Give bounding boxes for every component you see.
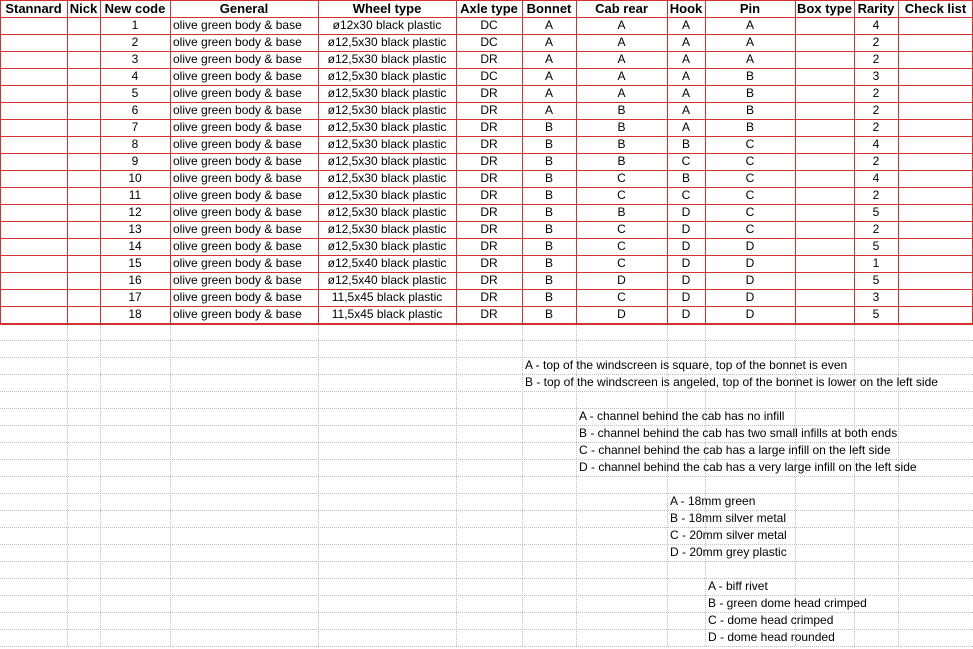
cell-pin[interactable]: A	[745, 18, 754, 32]
cell-rarity[interactable]: 5	[872, 273, 880, 287]
cell-axle[interactable]: DR	[480, 290, 498, 304]
cell-pin[interactable]: C	[745, 171, 755, 185]
cell-axle[interactable]: DR	[480, 52, 498, 66]
cell-rarity[interactable]: 2	[872, 120, 880, 134]
cell-cab[interactable]: B	[617, 137, 626, 151]
grid-hline	[0, 646, 973, 647]
cell-cab[interactable]: C	[617, 239, 626, 253]
cell-pin[interactable]: C	[745, 188, 755, 202]
cell-wheel[interactable]: ø12,5x40 black plastic	[327, 273, 447, 287]
cell-pin[interactable]: C	[745, 222, 755, 236]
cell-bonnet[interactable]: A	[544, 69, 553, 83]
cell-pin[interactable]: B	[745, 69, 754, 83]
hook-legend-item: A - 18mm green	[670, 494, 756, 508]
cell-hook[interactable]: C	[681, 154, 691, 168]
cell-cab[interactable]: A	[617, 35, 626, 49]
cell-wheel[interactable]: ø12,5x30 black plastic	[327, 103, 447, 117]
cell-general[interactable]: olive green body & base	[173, 35, 302, 49]
cell-wheel[interactable]: ø12,5x30 black plastic	[327, 188, 447, 202]
hook-legend-item: C - 20mm silver metal	[670, 528, 787, 542]
pin-legend-item: A - biff rivet	[708, 579, 768, 593]
cell-pin[interactable]: B	[745, 86, 754, 100]
cell-hook[interactable]: A	[681, 103, 690, 117]
cell-code[interactable]: 9	[131, 154, 139, 168]
cell-bonnet[interactable]: A	[544, 18, 553, 32]
bonnet-legend-item: B - top of the windscreen is angeled, top of the bonnet is lower on the left side	[525, 375, 938, 389]
cell-wheel[interactable]: ø12,5x30 black plastic	[327, 154, 447, 168]
cell-hook[interactable]: A	[681, 35, 690, 49]
column-header[interactable]: Axle type	[460, 1, 518, 16]
grid-hline	[0, 476, 973, 477]
cell-bonnet[interactable]: B	[544, 239, 553, 253]
cell-code[interactable]: 18	[128, 307, 142, 321]
cell-bonnet[interactable]: B	[544, 307, 553, 321]
pin-legend-item: D - dome head rounded	[708, 630, 835, 644]
cell-wheel[interactable]: ø12,5x30 black plastic	[327, 171, 447, 185]
column-header[interactable]: General	[219, 1, 269, 16]
cell-bonnet[interactable]: B	[544, 256, 553, 270]
cell-pin[interactable]: C	[745, 137, 755, 151]
cell-code[interactable]: 3	[131, 52, 139, 66]
cell-wheel[interactable]: ø12,5x40 black plastic	[327, 256, 447, 270]
cell-hook[interactable]: A	[681, 120, 690, 134]
cell-general[interactable]: olive green body & base	[173, 69, 302, 83]
cell-axle[interactable]: DR	[480, 188, 498, 202]
cell-code[interactable]: 7	[131, 120, 139, 134]
cell-hook[interactable]: D	[681, 205, 691, 219]
cell-cab[interactable]: A	[617, 69, 626, 83]
column-header[interactable]: Pin	[739, 1, 761, 16]
cell-pin[interactable]: D	[745, 273, 755, 287]
column-header[interactable]: Box type	[797, 1, 852, 16]
cab-rear-legend-item: C - channel behind the cab has a large infill on the left side	[579, 443, 891, 457]
cell-rarity[interactable]: 4	[872, 137, 880, 151]
table-border-v	[0, 0, 1, 324]
cell-bonnet[interactable]: B	[544, 171, 553, 185]
cell-code[interactable]: 14	[128, 239, 142, 253]
cell-hook[interactable]: A	[681, 18, 690, 32]
cell-general[interactable]: olive green body & base	[173, 120, 302, 134]
cell-axle[interactable]: DR	[480, 137, 498, 151]
cell-hook[interactable]: D	[681, 239, 691, 253]
cell-axle[interactable]: DR	[480, 154, 498, 168]
cell-wheel[interactable]: 11,5x45 black plastic	[331, 290, 443, 304]
cell-pin[interactable]: C	[745, 154, 755, 168]
cell-hook[interactable]: A	[681, 86, 690, 100]
table-border-h	[0, 323, 973, 325]
cell-axle[interactable]: DR	[480, 171, 498, 185]
cell-code[interactable]: 13	[128, 222, 142, 236]
cell-bonnet[interactable]: B	[544, 290, 553, 304]
cell-code[interactable]: 6	[131, 103, 139, 117]
cell-hook[interactable]: D	[681, 256, 691, 270]
cell-cab[interactable]: C	[617, 222, 626, 236]
cell-rarity[interactable]: 2	[872, 35, 880, 49]
cell-rarity[interactable]: 4	[872, 18, 880, 32]
cell-wheel[interactable]: ø12,5x30 black plastic	[327, 239, 447, 253]
cell-cab[interactable]: A	[617, 18, 626, 32]
cell-pin[interactable]: A	[745, 52, 754, 66]
cell-rarity[interactable]: 5	[872, 307, 880, 321]
cell-general[interactable]: olive green body & base	[173, 256, 302, 270]
cell-wheel[interactable]: 11,5x45 black plastic	[331, 307, 443, 321]
cell-hook[interactable]: B	[681, 137, 690, 151]
cell-bonnet[interactable]: A	[544, 52, 553, 66]
cell-cab[interactable]: D	[617, 307, 626, 321]
cell-wheel[interactable]: ø12x30 black plastic	[332, 18, 442, 32]
grid-hline	[0, 493, 973, 494]
cell-hook[interactable]: D	[681, 273, 691, 287]
column-header[interactable]: Stannard	[5, 1, 62, 16]
cell-wheel[interactable]: ø12,5x30 black plastic	[327, 222, 447, 236]
column-header[interactable]: Hook	[669, 1, 703, 16]
cell-axle[interactable]: DR	[480, 256, 498, 270]
cell-general[interactable]: olive green body & base	[173, 52, 302, 66]
cell-code[interactable]: 16	[128, 273, 142, 287]
cell-rarity[interactable]: 5	[872, 239, 880, 253]
cell-cab[interactable]: C	[617, 171, 626, 185]
cell-bonnet[interactable]: B	[544, 273, 553, 287]
cell-code[interactable]: 12	[128, 205, 142, 219]
cell-rarity[interactable]: 2	[872, 103, 880, 117]
cell-code[interactable]: 10	[128, 171, 142, 185]
cell-general[interactable]: olive green body & base	[173, 171, 302, 185]
cell-general[interactable]: olive green body & base	[173, 205, 302, 219]
cell-hook[interactable]: D	[681, 290, 691, 304]
cell-general[interactable]: olive green body & base	[173, 290, 302, 304]
cell-general[interactable]: olive green body & base	[173, 86, 302, 100]
cell-rarity[interactable]: 3	[872, 290, 880, 304]
cell-axle[interactable]: DR	[480, 86, 498, 100]
cell-rarity[interactable]: 2	[872, 52, 880, 66]
grid-hline	[0, 544, 973, 545]
cell-cab[interactable]: C	[617, 256, 626, 270]
cell-axle[interactable]: DR	[480, 103, 498, 117]
cell-wheel[interactable]: ø12,5x30 black plastic	[327, 137, 447, 151]
pin-legend-item: C - dome head crimped	[708, 613, 834, 627]
pin-legend-item: B - green dome head crimped	[708, 596, 867, 610]
cell-hook[interactable]: D	[681, 307, 691, 321]
cell-axle[interactable]: DC	[480, 35, 498, 49]
cell-bonnet[interactable]: B	[544, 154, 553, 168]
cell-axle[interactable]: DR	[480, 205, 498, 219]
cell-bonnet[interactable]: B	[544, 205, 553, 219]
cell-rarity[interactable]: 5	[872, 205, 880, 219]
cell-axle[interactable]: DR	[480, 239, 498, 253]
cell-axle[interactable]: DC	[480, 18, 498, 32]
cell-general[interactable]: olive green body & base	[173, 154, 302, 168]
cell-pin[interactable]: B	[745, 120, 754, 134]
cell-rarity[interactable]: 2	[872, 86, 880, 100]
cell-bonnet[interactable]: A	[544, 35, 553, 49]
cell-axle[interactable]: DC	[480, 69, 498, 83]
cell-pin[interactable]: D	[745, 239, 755, 253]
cell-pin[interactable]: C	[745, 205, 755, 219]
cell-code[interactable]: 1	[131, 18, 139, 32]
cell-rarity[interactable]: 2	[872, 188, 880, 202]
column-header[interactable]: Bonnet	[526, 1, 572, 16]
cell-pin[interactable]: A	[745, 35, 754, 49]
cell-cab[interactable]: B	[617, 154, 626, 168]
cell-code[interactable]: 11	[128, 188, 142, 202]
cell-code[interactable]: 17	[128, 290, 142, 304]
cell-cab[interactable]: A	[617, 86, 626, 100]
cell-cab[interactable]: A	[617, 52, 626, 66]
cell-general[interactable]: olive green body & base	[173, 222, 302, 236]
cell-hook[interactable]: A	[681, 52, 690, 66]
grid-hline	[0, 510, 973, 511]
cell-cab[interactable]: B	[617, 120, 626, 134]
grid-hline	[0, 391, 973, 392]
cell-code[interactable]: 15	[128, 256, 142, 270]
column-header[interactable]: Wheel type	[352, 1, 422, 16]
cab-rear-legend-item: D - channel behind the cab has a very large infill on the left side	[579, 460, 917, 474]
cell-wheel[interactable]: ø12,5x30 black plastic	[327, 52, 447, 66]
cell-rarity[interactable]: 3	[872, 69, 880, 83]
cell-pin[interactable]: D	[745, 290, 755, 304]
column-header[interactable]: Check list	[904, 1, 967, 16]
cell-bonnet[interactable]: B	[544, 222, 553, 236]
bonnet-legend-item: A - top of the windscreen is square, top of the bonnet is even	[525, 358, 848, 372]
cell-hook[interactable]: C	[681, 188, 691, 202]
cell-cab[interactable]: D	[617, 273, 626, 287]
cab-rear-legend-item: A - channel behind the cab has no infill	[579, 409, 785, 423]
cell-axle[interactable]: DR	[480, 273, 498, 287]
grid-hline	[0, 527, 973, 528]
cell-bonnet[interactable]: B	[544, 137, 553, 151]
column-header[interactable]: New code	[104, 1, 166, 16]
cell-code[interactable]: 5	[131, 86, 139, 100]
grid-hline	[0, 408, 973, 409]
cell-code[interactable]: 8	[131, 137, 139, 151]
cell-wheel[interactable]: ø12,5x30 black plastic	[327, 69, 447, 83]
cell-bonnet[interactable]: A	[544, 103, 553, 117]
cell-pin[interactable]: D	[745, 256, 755, 270]
cell-bonnet[interactable]: A	[544, 86, 553, 100]
table-border-v	[795, 0, 796, 324]
cell-wheel[interactable]: ø12,5x30 black plastic	[327, 120, 447, 134]
cell-code[interactable]: 4	[131, 69, 139, 83]
cell-general[interactable]: olive green body & base	[173, 188, 302, 202]
column-header[interactable]: Rarity	[857, 1, 895, 16]
grid-hline	[0, 561, 973, 562]
cell-general[interactable]: olive green body & base	[173, 137, 302, 151]
cell-general[interactable]: olive green body & base	[173, 239, 302, 253]
cell-cab[interactable]: C	[617, 290, 626, 304]
cell-wheel[interactable]: ø12,5x30 black plastic	[327, 86, 447, 100]
cell-general[interactable]: olive green body & base	[173, 307, 302, 321]
cell-cab[interactable]: B	[617, 103, 626, 117]
grid-hline	[0, 340, 973, 341]
cell-general[interactable]: olive green body & base	[173, 273, 302, 287]
hook-legend-item: B - 18mm silver metal	[670, 511, 787, 525]
cell-wheel[interactable]: ø12,5x30 black plastic	[327, 35, 447, 49]
table-border-v	[898, 0, 899, 324]
cell-cab[interactable]: C	[617, 188, 626, 202]
cell-axle[interactable]: DR	[480, 120, 498, 134]
cab-rear-legend-item: B - channel behind the cab has two small infills at both ends	[579, 426, 898, 440]
cell-axle[interactable]: DR	[480, 222, 498, 236]
grid-hline	[0, 578, 973, 579]
cell-bonnet[interactable]: B	[544, 188, 553, 202]
cell-code[interactable]: 2	[131, 35, 139, 49]
cell-hook[interactable]: D	[681, 222, 691, 236]
column-header[interactable]: Nick	[69, 1, 98, 16]
cell-hook[interactable]: B	[681, 171, 690, 185]
cell-general[interactable]: olive green body & base	[173, 18, 302, 32]
cell-cab[interactable]: B	[617, 205, 626, 219]
cell-rarity[interactable]: 4	[872, 171, 880, 185]
cell-axle[interactable]: DR	[480, 307, 498, 321]
cell-rarity[interactable]: 2	[872, 154, 880, 168]
cell-pin[interactable]: B	[745, 103, 754, 117]
cell-rarity[interactable]: 1	[872, 256, 880, 270]
cell-rarity[interactable]: 2	[872, 222, 880, 236]
column-header[interactable]: Cab rear	[595, 1, 648, 16]
hook-legend-item: D - 20mm grey plastic	[670, 545, 787, 559]
cell-bonnet[interactable]: B	[544, 120, 553, 134]
cell-hook[interactable]: A	[681, 69, 690, 83]
cell-general[interactable]: olive green body & base	[173, 103, 302, 117]
table-border-v	[67, 0, 68, 324]
cell-pin[interactable]: D	[745, 307, 755, 321]
cell-wheel[interactable]: ø12,5x30 black plastic	[327, 205, 447, 219]
